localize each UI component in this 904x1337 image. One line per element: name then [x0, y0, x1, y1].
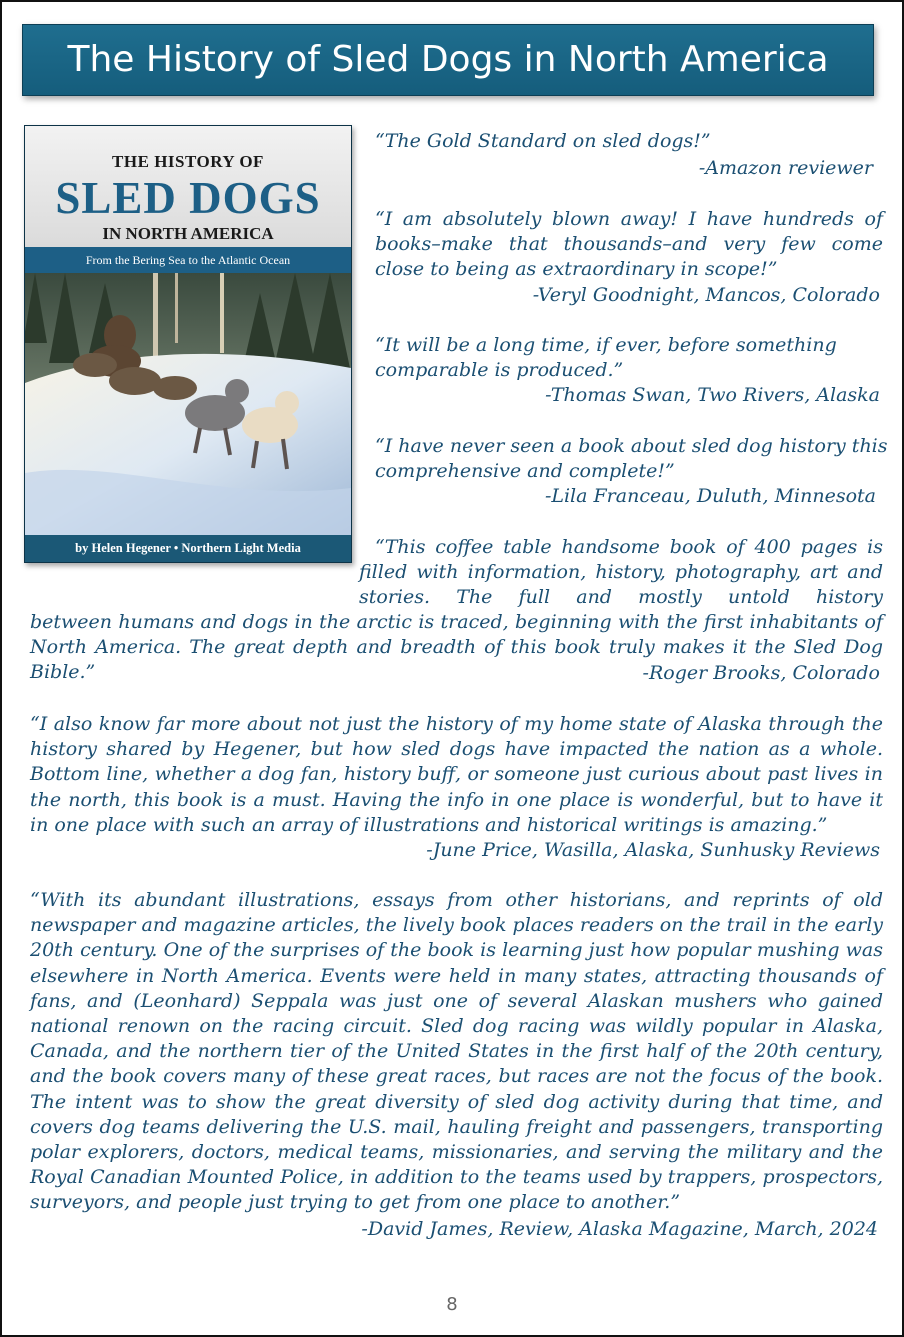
quote-2-text: “I am absolutely blown away! I have hundreds of books–make that thousands–and very few come close to being as extraordinary in scope!”	[375, 208, 883, 281]
quote-2-attribution: -Veryl Goodnight, Mancos, Colorado	[532, 284, 880, 306]
quote-6-text: “I also know far more about not just the history of my home state of Alaska through the history shared by Hegener, but how sled dogs have impacted the nation as a whole. Bottom line, whether a dog fan, history buff, or someone just curious about past lives in the north, this book is a must. Having the info in one place is wonderful, but to have it in one place with such an array of illustrations and historical writings is amazing.”	[30, 713, 883, 836]
cover-title-main: SLED DOGS	[55, 173, 321, 223]
quote-4-text: “I have never seen a book about sled dog history this comprehensive and complete!”	[375, 435, 888, 483]
page-number: 8	[446, 1294, 458, 1315]
cover-title-line1: THE HISTORY OF	[112, 152, 264, 171]
quote-1-text: “The Gold Standard on sled dogs!”	[375, 130, 711, 152]
quote-6-attribution: -June Price, Wasilla, Alaska, Sunhusky Reviews	[426, 839, 880, 861]
quote-4-attribution: -Lila Franceau, Duluth, Minnesota	[544, 485, 876, 507]
sled-dog-team-painting	[25, 273, 351, 535]
quote-5-attribution: -Roger Brooks, Colorado	[642, 662, 880, 684]
page-title: The History of Sled Dogs in North America	[67, 39, 829, 80]
quote-3-text: “It will be a long time, if ever, before something comparable is produced.”	[375, 334, 837, 382]
quote-3-attribution: -Thomas Swan, Two Rivers, Alaska	[545, 384, 880, 406]
cover-subtitle: From the Bering Sea to the Atlantic Ocean	[25, 247, 351, 273]
quote-5-text-narrow: “This coffee table handsome book of 400 pages is filled with information, history, photography, art and stories. The full and mostly untold history	[359, 536, 883, 609]
quote-1-attribution: -Amazon reviewer	[698, 157, 873, 179]
cover-title-line3: IN NORTH AMERICA	[102, 224, 274, 243]
quote-5-text-wide: between humans and dogs in the arctic is traced, beginning with the first inhabitants of North America. The great depth and breadth of this book truly makes it the Sled Dog Bible.”	[30, 611, 883, 684]
cover-byline: by Helen Hegener • Northern Light Media	[25, 535, 351, 562]
quote-7-attribution: -David James, Review, Alaska Magazine, March, 2024	[361, 1218, 878, 1240]
book-cover	[24, 125, 352, 563]
page-title-banner	[22, 24, 874, 96]
quote-7-text: “With its abundant illustrations, essays from other historians, and reprints of old newspaper and magazine articles, the lively book places readers on the trail in the early 20th century. One of the surprises of the book is learning just how popular mushing was elsewhere in North America. Events were held in many states, attracting thousands of fans, and (Leonhard) Seppala was just one of several Alaskan mushers who gained national renown on the racing circuit. Sled dog racing was wildly popular in Alaska, Canada, and the northern tier of the United States in the first half of the 20th century, and the book covers many of these great races, but races are not the focus of the book. The intent was to show the great diversity of sled dog activity during that time, and covers dog teams delivering the U.S. mail, hauling freight and passengers, transporting polar explorers, doctors, medical teams, missionaries, and serving the military and the Royal Canadian Mounted Police, in addition to the teams used by trappers, prospectors, surveyors, and people just trying to get from one place to another.”	[30, 889, 883, 1214]
cover-title-block	[25, 126, 351, 273]
